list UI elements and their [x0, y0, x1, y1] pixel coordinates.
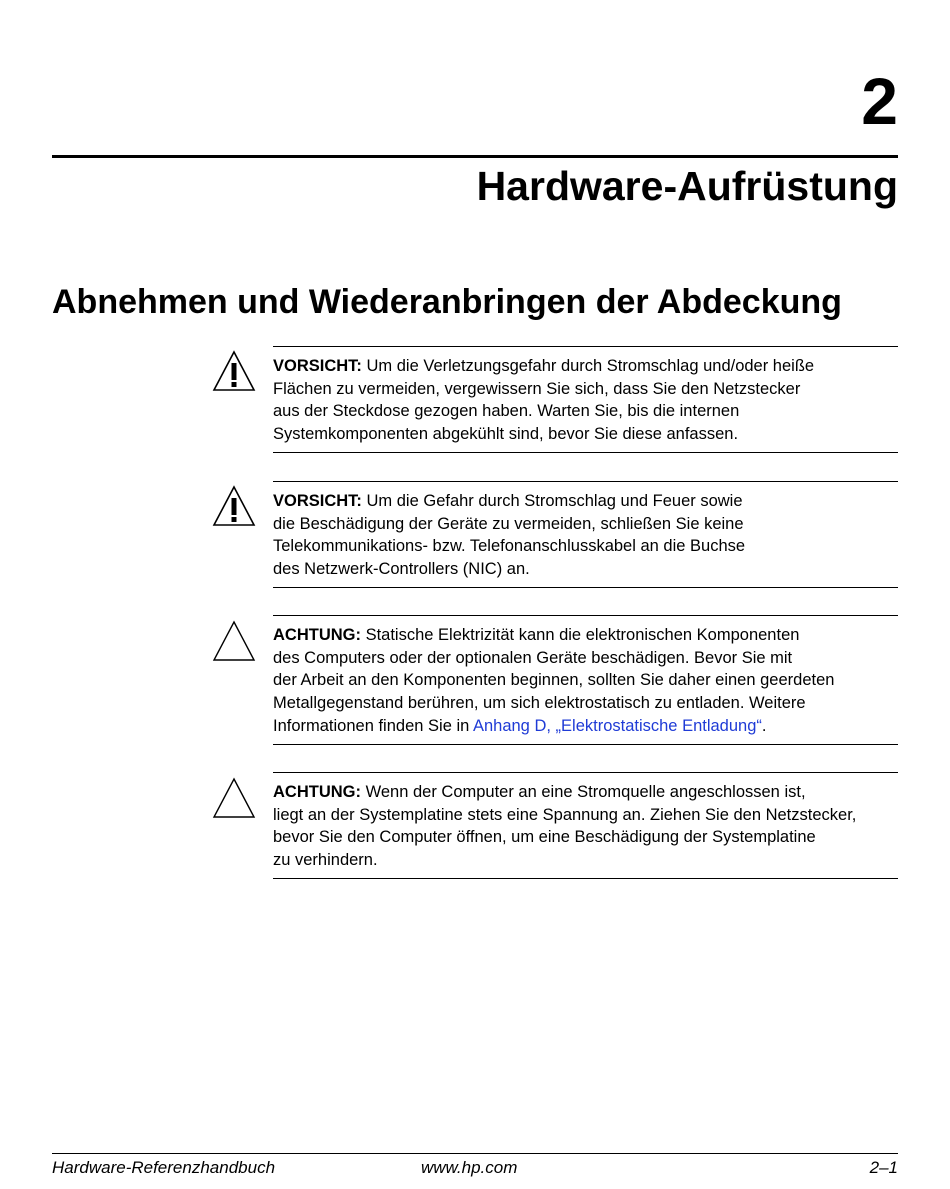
notice-line: Um die Gefahr durch Stromschlag und Feuer sowie: [361, 492, 743, 510]
chapter-rule: [52, 155, 898, 158]
footer-book-title: Hardware-Referenzhandbuch: [52, 1158, 276, 1177]
notice-text: [273, 490, 898, 581]
notice-line: Informationen finden Sie in: [273, 716, 473, 735]
notice-label: VORSICHT:: [273, 357, 362, 375]
notice-text: [273, 624, 898, 738]
notice-line: der Arbeit an den Komponenten beginnen, sollten Sie daher einen geerdeten: [273, 671, 835, 690]
notice-text: [273, 355, 898, 446]
notice-line: Telekommunikations- bzw. Telefonanschlusskabel an die Buchse: [273, 537, 746, 556]
footer-website[interactable]: www.hp.com: [421, 1158, 518, 1177]
notice-line: liegt an der Systemplatine stets eine Spannung an. Ziehen Sie den Netzstecker,: [273, 805, 857, 824]
notice-line: Wenn der Computer an eine Stromquelle angeschlossen ist,: [361, 783, 806, 801]
chapter-title: Hardware-Aufrüstung: [476, 163, 898, 209]
notice-warning: [273, 481, 898, 588]
notice-line: Systemkomponenten abgekühlt sind, bevor Sie diese anfassen.: [273, 425, 739, 444]
notice-line-end: .: [761, 716, 767, 735]
notice-label: ACHTUNG:: [273, 783, 361, 801]
notice-line: die Beschädigung der Geräte zu vermeiden, schließen Sie keine: [273, 514, 744, 533]
appendix-d-link[interactable]: Anhang D, „Elektrostatische Entladung“: [472, 716, 762, 735]
notice-text: [273, 781, 898, 872]
notice-caution: [273, 615, 898, 745]
section-title: Abnehmen und Wiederanbringen der Abdeckung: [52, 283, 842, 321]
notice-line: Statische Elektrizität kann die elektronischen Komponenten: [361, 626, 800, 644]
notice-line: aus der Steckdose gezogen haben. Warten Sie, bis die internen: [273, 402, 740, 421]
footer-rule: [52, 1153, 898, 1154]
notice-caution: [273, 772, 898, 879]
notice-line: des Netzwerk-Controllers (NIC) an.: [273, 560, 530, 579]
notice-label: VORSICHT:: [273, 492, 362, 510]
notice-line: Um die Verletzungsgefahr durch Stromschlag und/oder heiße: [361, 357, 815, 375]
notice-line: zu verhindern.: [273, 851, 378, 870]
caution-triangle-icon: [212, 618, 256, 662]
notice-warning: [273, 346, 898, 453]
footer-page-number: 2–1: [869, 1158, 898, 1177]
notice-line: Flächen zu vermeiden, vergewissern Sie sich, dass Sie den Netzstecker: [273, 379, 801, 398]
notice-line: Metallgegenstand berühren, um sich elektrostatisch zu entladen. Weitere: [273, 694, 806, 713]
warning-exclamation-icon: [212, 349, 256, 393]
chapter-number: 2: [861, 64, 898, 138]
warning-exclamation-icon: [212, 484, 256, 528]
notice-line: bevor Sie den Computer öffnen, um eine Beschädigung der Systemplatine: [273, 828, 816, 847]
caution-triangle-icon: [212, 775, 256, 819]
notice-line: des Computers oder der optionalen Geräte beschädigen. Bevor Sie mit: [273, 648, 793, 667]
notice-label: ACHTUNG:: [273, 626, 361, 644]
